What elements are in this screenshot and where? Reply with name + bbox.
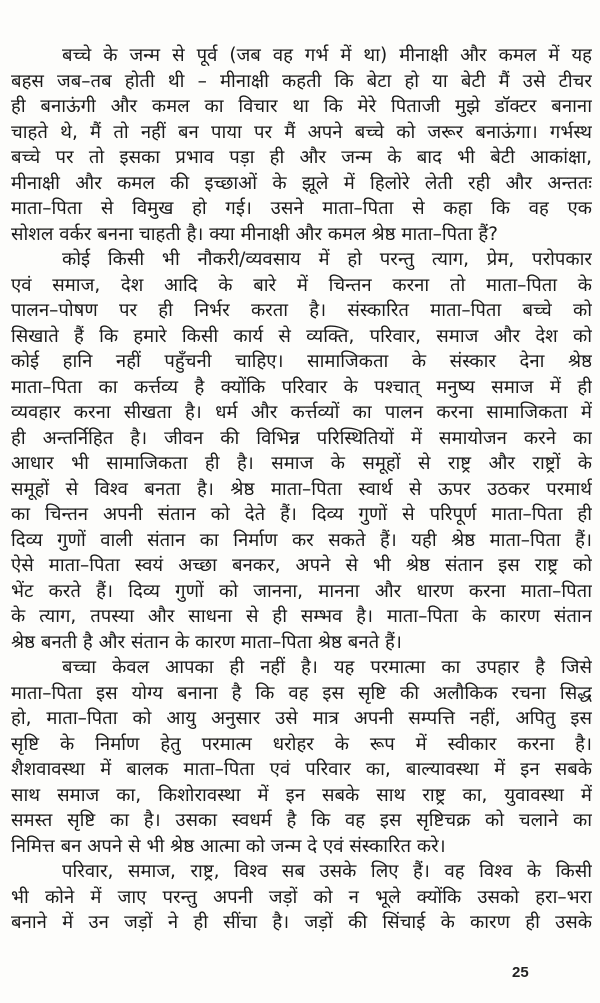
- text-line: सिखाते हैं कि हमारे किसी कार्य से व्यक्ति, परिवार, समाज और देश को: [11, 325, 592, 347]
- text-line: बच्चे के जन्म से पूर्व (जब वह गर्भ में था) मीनाक्षी और कमल में यह: [62, 45, 592, 66]
- text-line: समूहों से विश्व बनता है। श्रेष्ठ माता–पिता स्वार्थ से ऊपर उठकर परमार्थ: [11, 478, 592, 500]
- text-line: चाहते थे, मैं तो नहीं बन पाया पर मैं अपने बच्चे को जरूर बनाऊंगा। गर्भस्थ: [11, 121, 592, 143]
- text-line: माता–पिता से विमुख हो गई। उसने माता–पिता से कहा कि वह एक: [11, 198, 592, 219]
- text-line: बच्चे पर तो इसका प्रभाव पड़ा ही और जन्म के बाद भी बेटी आकांक्षा,: [11, 147, 592, 168]
- text-line: एवं समाज, देश आदि के बारे में चिन्तन करना तो माता–पिता के: [11, 274, 592, 296]
- text-line: के त्याग, तपस्या और साधना से ही सम्भव है। माता–पिता के कारण संतान: [11, 606, 592, 627]
- text-line: निमित्त बन अपने से भी श्रेष्ठ आत्मा को जन्म दे एवं संस्कारित करे।: [11, 835, 446, 857]
- text-line: का चिन्तन अपनी संतान को देते हैं। दिव्य गुणों से परिपूर्ण माता–पिता ही: [11, 504, 592, 525]
- text-line: ही बनाऊंगी और कमल का विचार था कि मेरे पिताजी मुझे डॉक्टर बनाना: [11, 96, 592, 117]
- text-line: कोई किसी भी नौकरी/व्यवसाय में हो परन्तु त्याग, प्रेम, परोपकार: [62, 249, 592, 270]
- text-line: दिव्य गुणों वाली संतान का निर्माण कर सकते हैं। यही श्रेष्ठ माता–पिता हैं।: [11, 529, 592, 551]
- text-line: सृष्टि के निर्माण हेतु परमात्म धरोहर के रूप में स्वीकार करना है।: [11, 733, 592, 755]
- text-line: सोशल वर्कर बनना चाहती है। क्या मीनाक्षी और कमल श्रेष्ठ माता–पिता हैं?: [11, 223, 499, 245]
- paragraph: [11, 655, 592, 859]
- text-line: मीनाक्षी और कमल की इच्छाओं के झूले में हिलोरे लेती रही और अन्ततः: [11, 172, 592, 194]
- paragraph: [11, 43, 592, 247]
- paragraph: [11, 859, 592, 936]
- text-line: हो, माता–पिता को आयु अनुसार उसे मात्र अपनी सम्पत्ति नहीं, अपितु इस: [11, 708, 592, 729]
- text-line: भेंट करते हैं। दिव्य गुणों को जानना, मानना और धारण करना माता–पिता: [11, 580, 592, 602]
- text-line: समस्त सृष्टि का है। उसका स्वधर्म है कि वह इस सृष्टिचक्र को चलाने का: [11, 810, 592, 831]
- text-line: पालन–पोषण पर ही निर्भर करता है। संस्कारित माता–पिता बच्चे को: [11, 300, 592, 321]
- text-line: भी कोने में जाए परन्तु अपनी जड़ों को न भूले क्योंकि उसको हरा–भरा: [11, 886, 592, 908]
- text-line: बच्चा केवल आपका ही नहीं है। यह परमात्मा का उपहार है जिसे: [62, 657, 592, 678]
- text-line: बनाने में उन जड़ों ने ही सींचा है। जड़ों की सिंचाई के कारण ही उसके: [11, 912, 592, 933]
- text-line: ऐसे माता–पिता स्वयं अच्छा बनकर, अपने से भी श्रेष्ठ संतान इस राष्ट्र को: [11, 555, 592, 576]
- text-line: ही अन्तर्निहित है। जीवन की विभिन्न परिस्थितियों में समायोजन करने का: [11, 427, 592, 449]
- text-line: माता–पिता का कर्त्तव्य है क्योंकि परिवार के पश्चात् मनुष्य समाज में ही: [11, 376, 592, 398]
- text-line: कोई हानि नहीं पहुँचनी चाहिए। सामाजिकता के संस्कार देना श्रेष्ठ: [11, 351, 592, 372]
- text-line: माता–पिता इस योग्य बनाना है कि वह इस सृष्टि की अलौकिक रचना सिद्ध: [11, 682, 592, 704]
- text-line: बहस जब–तब होती थी – मीनाक्षी कहती कि बेटा हो या बेटी मैं उसे टीचर: [11, 70, 592, 92]
- text-line: आधार भी सामाजिकता ही है। समाज के समूहों से राष्ट्र और राष्ट्रों के: [11, 453, 592, 474]
- text-line: परिवार, समाज, राष्ट्र, विश्व सब उसके लिए हैं। वह विश्व के किसी: [62, 861, 592, 882]
- page-body: [11, 43, 592, 936]
- text-line: व्यवहार करना सीखता है। धर्म और कर्त्तव्यों का पालन करना सामाजिकता में: [11, 402, 592, 423]
- text-line: साथ समाज का, किशोरावस्था में इन सबके साथ राष्ट्र का, युवावस्था में: [11, 784, 592, 806]
- text-line: शैशवावस्था में बालक माता–पिता एवं परिवार का, बाल्यावस्था में इन सबके: [11, 759, 592, 780]
- text-line: श्रेष्ठ बनती है और संतान के कारण माता–पिता श्रेष्ठ बनते हैं।: [11, 631, 402, 653]
- page-number: 25: [512, 964, 529, 981]
- paragraph: [11, 247, 592, 655]
